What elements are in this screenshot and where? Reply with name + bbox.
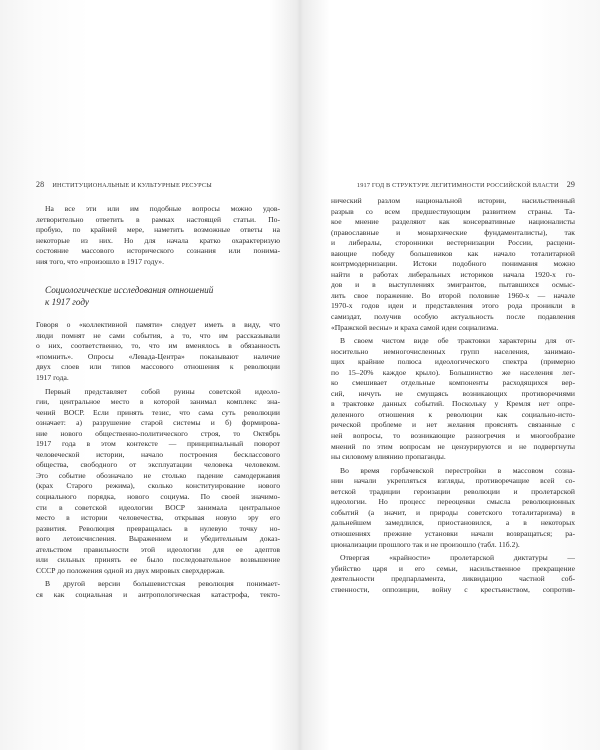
right-running-head [331,180,575,190]
text-line: летворительно ответить в рамках настоящей статьи. По- [36,214,280,224]
text-line: в трактовке данных событий. Поскольку у Кремля нет опре- [331,399,575,409]
text-line: или сильных принять ее было последовательное возвышение [36,555,280,565]
text-line: 1917 года. [36,373,69,383]
text-line: рической проблеме и нет желания прояснять связанные с [331,420,575,430]
text-line: вающие победу большевиков как начало тоталитарной [331,248,575,258]
paragraph-perestroika [331,466,575,550]
text-line: щих крайние полюса идеологического спектра (примерно [331,357,575,367]
text-line: самиздат, получив особую актуальность после подавления [331,312,575,322]
text-line: идеологии. Но процесс переоценки смысла революционных [331,497,575,507]
text-line: пробую, по крайней мере, наметить возможные ответы на [36,225,280,235]
text-line: по 15–20% каждое крыло). Большинство же населения лег- [331,367,575,377]
text-line: общества, свободного от эксплуатации человека человеком. [36,460,280,470]
text-line: Говоря о «коллективной памяти» следует иметь в виду, что [36,320,280,330]
text-line: контрмодернизации. Истоки подобного понимания можно [331,259,575,269]
text-line: ственности, оппозиции, войну с крестьянством, сопротив- [331,584,575,594]
text-line: дов и в выступлениях эмигрантов, пытавшихся осмыс- [331,280,575,290]
text-line: (крах Старого режима), сколько конституирование нового [36,481,280,491]
text-line: социального порядка, нового социума. По своей значимо- [36,492,280,502]
left-page-number: 28 [36,180,45,189]
text-line: СССР до положения одной из двух мировых сверхдержав. [36,565,225,575]
paragraph-rejecting-extremes [331,553,575,595]
text-line: Это событие обозначало не столько падение самодержавия [36,470,280,480]
text-line: сти в советской идеологии ВОСР занимала центральное [36,502,280,512]
text-line: Во время горбачевской перестройки в массовом созна- [340,465,575,475]
paragraph-first-layer [36,387,280,577]
text-line: дальнейшем замедлился, приостановился, а в некоторых [331,518,575,528]
text-line: некоторые из них. Но для начала кратко охарактеризую [36,235,280,245]
text-line: Отвергая «крайности» пролетарской диктатуры — [340,553,575,563]
text-line: состояние массового исторического сознания или понима- [36,246,280,256]
text-line: двух слоев или типов массового отношения к революции [36,362,280,372]
text-line: означает: а) разрушение старой системы и б) формирова- [36,418,280,428]
paragraph-second-version [36,579,280,600]
right-page [331,180,575,595]
text-line: ветской традиции героизации революции и пролетарской [331,486,575,496]
text-line: люди помнят не сами события, а то, что им рассказывали [36,330,280,340]
left-running-head [36,180,280,190]
text-line: На все эти или им подобные вопросы можно удов- [45,204,280,213]
text-line: гии, центральное место в которой занимал комплекс зна- [36,397,280,407]
section-heading-line: к 1917 году [45,297,89,308]
text-line: (православные и монархические фундаменталисты), так [331,227,575,237]
text-line: и либералы, сторонники вестернизации России, расцени- [331,238,575,248]
text-line: место в истории человечества, открывая новую эру его [36,513,280,523]
right-running-head-title: 1917 ГОД В СТРУКТУРЕ ЛЕГИТИМНОСТИ РОССИЙСКОЙ ВЛАСТИ [356,182,559,189]
text-line: 1917 года в этом контексте — принципиальный поворот [36,439,280,449]
text-line: отношениях прежние установки начали возвращаться; ра- [331,528,575,538]
text-line: «Пражской весны» и краха самой идеи социализма. [331,322,499,332]
paragraph-pure-form [331,336,575,463]
text-line: ние нового общественно-политического строя, то Октябрь [36,428,280,438]
text-line: ционализации прошлого так и не произошло (табл. 11б.2). [331,539,520,549]
text-line: Первый представляет собой руины советской идеоло- [45,386,280,396]
text-line: ся как социальная и антропологическая катастрофа, текто- [36,589,280,599]
text-line: ны силовому влиянию пропаганды. [331,452,446,462]
text-line: деленного отношения к революции как социально-исто- [331,409,575,419]
text-line: вого летоисчисления. Выражением и убедительным доказ- [36,534,280,544]
text-line: ательством правильности этой идеологии для ее адептов [36,544,280,554]
text-line: найти в работах либеральных историков начала 1920-х го- [331,269,575,279]
text-line: человеческой истории, начало построения бесклассового [36,449,280,459]
text-line: убийство царя и его семьи, насильственное прекращение [331,563,575,573]
text-line: ней вопросы, то возникающие разногречия и многообразие [331,431,575,441]
text-line: ко смешивает отдельные компоненты расходящихся вер- [331,378,575,388]
text-line: событий (а значит, и природы советского тоталитаризма) в [331,507,575,517]
text-line: В другой версии большевистская революция понимает- [45,579,280,589]
text-line: В своем чистом виде обе трактовки характерны для от- [340,336,575,346]
text-line: ния того, что «произошло в 1917 году». [36,256,165,266]
left-running-head-title: ИНСТИТУЦИОНАЛЬНЫЕ И КУЛЬТУРНЫЕ РЕСУРСЫ [52,182,212,189]
text-line: сий, ничуть не смущаясь возникающих противоречиями [331,388,575,398]
text-line: 1970-х годов идеи и представления этого рода проникли в [331,301,575,311]
text-line: кое мнение разделяют как консервативные националисты [331,217,575,227]
text-line: развития. Революция превращалась в нулевую точку но- [36,523,280,533]
section-heading-line: Социологические исследования отношений [45,285,214,296]
right-page-number: 29 [566,180,575,189]
text-line: разрыв со всем предшествующим развитием страны. Та- [331,206,575,216]
text-line: о них, соответственно, то, что им вменялось в обязанность [36,341,280,351]
paragraph-tectonic-rupture [331,196,575,333]
text-line: деятельности предпарламента, ликвидацию частной соб- [331,574,575,584]
intro-paragraph [36,204,280,267]
paragraph-collective-memory [36,320,280,383]
text-line: мнений по этим вопросам не цензурируются и не подвергнуты [331,441,575,451]
text-line: чений ВОСР. Если принять тезис, что сама суть революции [36,407,280,417]
text-line: «помнить». Опросы «Левада-Центра» показывают наличие [36,351,280,361]
section-heading [36,284,280,308]
text-line: лить свое поражение. Во второй половине 1960-х — начале [331,290,575,300]
left-page [36,180,280,601]
text-line: нии начали укрепляться взгляды, противоречащие всей со- [331,476,575,486]
text-line: носительно немногочисленных групп населения, занимаю- [331,346,575,356]
text-line: нический разлом национальной истории, насильственный [331,196,575,205]
